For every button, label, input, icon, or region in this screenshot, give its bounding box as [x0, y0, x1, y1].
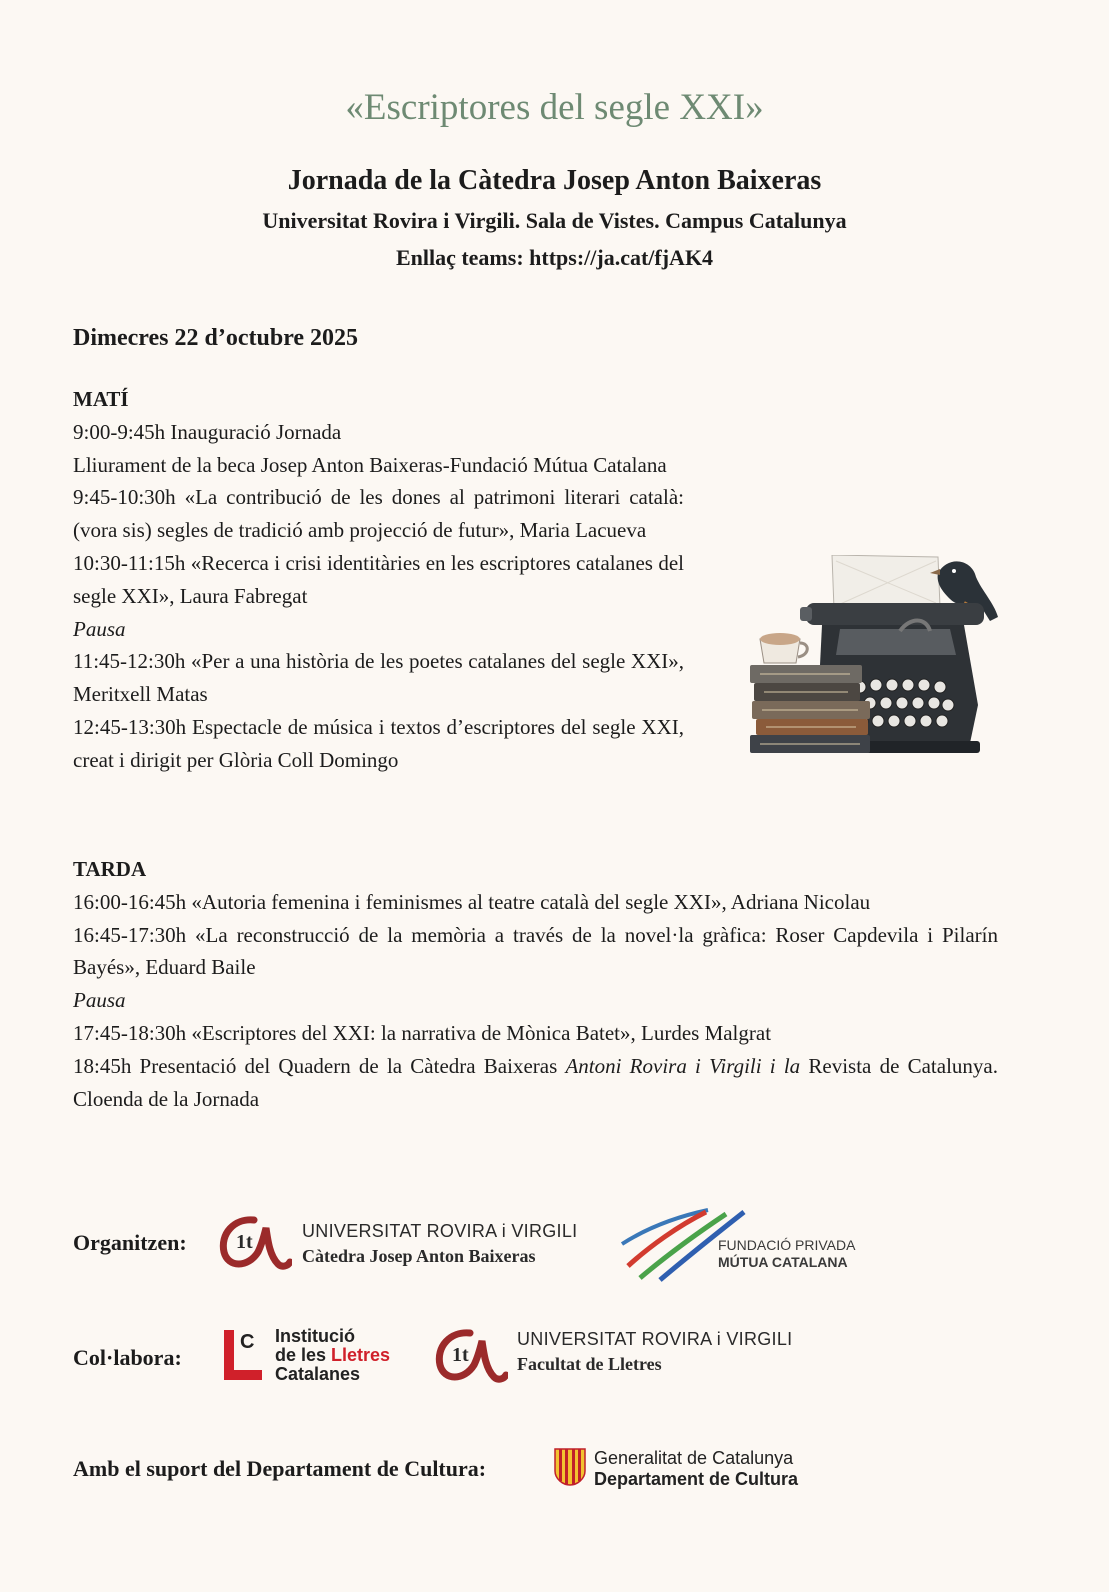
urv-name: UNIVERSITAT ROVIRA i VIRGILI: [517, 1329, 793, 1349]
event-subtitle: Jornada de la Càtedra Josep Anton Baixeras: [287, 165, 822, 196]
program-item: 12:45-13:30h Espectacle de música i textos d’escriptores del segle XXI, creat i dirigit per Glòria Coll Domingo: [73, 714, 684, 772]
program-item: 9:45-10:30h «La contribució de les dones al patrimoni literari català: (vora sis) segles de tradició amb projecció de futur», Maria Lacueva: [73, 485, 684, 543]
collaborators-label: Col·labora:: [73, 1345, 182, 1370]
ilc-line1: Institució: [275, 1326, 355, 1346]
morning-heading: MATÍ: [73, 387, 129, 411]
program-item: 17:45-18:30h «Escriptores del XXI: la narrativa de Mònica Batet», Lurdes Malgrat: [73, 1020, 772, 1045]
morning-program: [73, 383, 684, 777]
urv-facultat-name: [517, 1327, 792, 1377]
generalitat-line2: Departament de Cultura: [594, 1469, 799, 1489]
generalitat-line1: Generalitat de Catalunya: [594, 1448, 794, 1468]
event-venue: Universitat Rovira i Virgili. Sala de Vistes. Campus Catalunya: [262, 208, 847, 233]
urv-unit: Facultat de Lletres: [517, 1354, 662, 1374]
ilc-mark-letter: C: [240, 1331, 255, 1353]
program-item: 11:45-12:30h «Per a una història de les poetes catalanes del segle XXI», Meritxell Matas: [73, 649, 684, 707]
generalitat-shield-icon: [553, 1447, 587, 1487]
urv-unit: Càtedra Josep Anton Baixeras: [302, 1246, 536, 1266]
ilc-line2-b: Lletres: [331, 1345, 391, 1365]
ilc-line2-a: de les: [275, 1345, 332, 1365]
page-title: «Escriptores del segle XXI»: [345, 87, 764, 128]
svg-text:1t: 1t: [452, 1344, 469, 1366]
ilc-logo-icon: [222, 1328, 266, 1382]
pause-label: Pausa: [73, 616, 126, 641]
program-item: 16:00-16:45h «Autoria femenina i feminismes al teatre català del segle XXI», Adriana Nicolau: [73, 889, 871, 914]
support-label: Amb el suport del Departament de Cultura:: [73, 1456, 487, 1481]
typewriter-illustration: [750, 555, 1015, 775]
svg-text:1t: 1t: [236, 1231, 253, 1253]
program-item-text: 18:45h Presentació del Quadern de la Càtedra Baixeras: [73, 1053, 566, 1078]
program-item: 16:45-17:30h «La reconstrucció de la memòria a través de la novel·la gràfica: Roser Capdevila i Pilarín Bayés», Eduard Baile: [73, 922, 998, 980]
afternoon-heading: TARDA: [73, 857, 147, 881]
ilc-name: [275, 1327, 390, 1384]
program-item: [73, 1050, 998, 1116]
mutua-line1: FUNDACIÓ PRIVADA: [718, 1237, 856, 1253]
generalitat-name: [594, 1448, 798, 1490]
book-title: Antoni Rovira i Virgili i la: [565, 1053, 801, 1078]
event-date: Dimecres 22 d’octubre 2025: [73, 325, 359, 351]
teams-link[interactable]: Enllaç teams: https://ja.cat/fjAK4: [395, 245, 714, 270]
pause-label: Pausa: [73, 988, 126, 1013]
program-item: Lliurament de la beca Josep Anton Baixeras-Fundació Mútua Catalana: [73, 452, 667, 477]
organizers-label: Organitzen:: [73, 1230, 187, 1255]
afternoon-program: [73, 853, 998, 1115]
urv-catedra-name: [302, 1219, 577, 1269]
program-item-text: Revista de Catalunya. Cloenda de la Jornada: [73, 1053, 998, 1111]
urv-logo-icon: [434, 1325, 508, 1383]
mutua-catalana-name: [718, 1237, 855, 1271]
ilc-line3: Catalanes: [275, 1364, 361, 1384]
ilc-line2: [275, 1346, 390, 1365]
program-item: 9:00-9:45h Inauguració Jornada: [73, 419, 342, 444]
program-item: 10:30-11:15h «Recerca i crisi identitàries en les escriptores catalanes del segle XXI», Laura Fabregat: [73, 550, 684, 608]
urv-logo-icon: [218, 1212, 292, 1270]
urv-name: UNIVERSITAT ROVIRA i VIRGILI: [302, 1221, 578, 1241]
mutua-line2: MÚTUA CATALANA: [718, 1254, 848, 1270]
